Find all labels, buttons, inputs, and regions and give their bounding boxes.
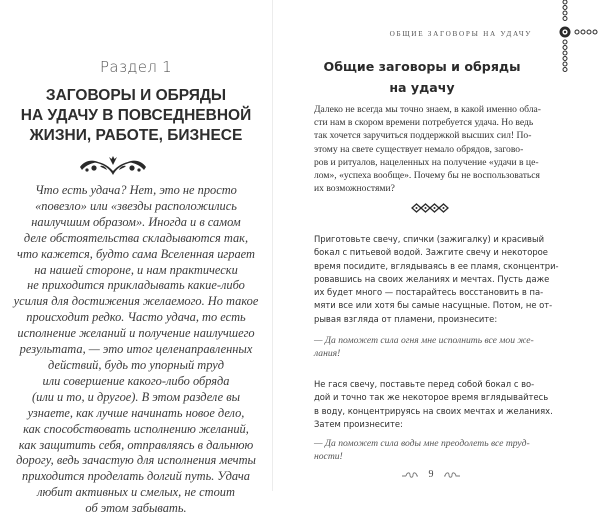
paragraph-line: рывая взгляда от пламени, произнесите: [314,313,498,324]
chapter-intro-line: лом», «успеха вообще». Почему бы не воспользоваться [314,170,540,182]
page-number: 9 [428,469,434,480]
intro-line: об этом забывать. [85,501,187,516]
section-intro [0,183,272,517]
chapter-intro-line: Далеко не всегда мы точно знаем, в какой именно обла- [314,104,541,115]
chapter-intro-line: их возможностями? [314,183,395,195]
incantation-quote-2 [314,437,550,463]
chapter-intro-line: этому на свете существует немало обрядов, загово- [314,143,524,155]
paragraph-line: Не гася свечу, поставьте перед собой бокал с во- [314,379,535,389]
folio-flourish-right-icon [443,471,461,480]
intro-line: дорогу, ведь зачастую для исполнения мечты [16,453,256,468]
intro-line: деле обстоятельства складываются так, [23,230,249,245]
chapter-intro [314,103,550,195]
cross-chain-ornament-icon [555,0,600,86]
intro-line: на нашей стороне, и нам практически [34,262,238,277]
section-title-line: ЗАГОВОРЫ И ОБРЯДЫ [45,87,227,104]
paragraph-line: время посидите, вглядываясь в ее пламя, сконцентри- [314,260,559,271]
section-title [0,86,272,146]
intro-line: как защитить себя, отправляясь в дальнюю [18,437,254,452]
quote-line: лания! [314,348,341,360]
section-title-line: ЖИЗНИ, РАБОТЕ, БИЗНЕСЕ [29,127,243,144]
running-head: ОБЩИЕ ЗАГОВОРЫ НА УДАЧУ [389,30,532,38]
intro-line: (или и то, и другое). В этом разделе вы [32,389,240,404]
intro-line: не приходится прикладывать какие-либо [27,278,245,293]
chapter-title [300,56,544,98]
intro-line: происходит редко. Часто удача, то есть [26,310,246,325]
quote-line: — Да поможет сила огня мне исполнить все мои же- [314,335,534,346]
paragraph-line: их будет много — постарайтесь восстановить в па- [314,287,544,298]
intro-line: наилучшим образом». Иногда и в самом [31,214,241,229]
intro-line: результата, — это итог целенаправленных [19,342,253,357]
intro-line: любит активных и смелых, не стоит [37,485,235,500]
intro-line: Что есть удача? Нет, это не просто [35,183,237,197]
paragraph-line: в воду, концентрируясь на своих мечтах и желаниях. [314,405,553,416]
paragraph-line: мяти все или хотя бы самые насущные. Потом, не от- [314,300,553,311]
chapter-intro-line: так хочется заручиться поддержкой высших сил! По- [314,130,532,142]
section-title-line: НА УДАЧУ В ПОВСЕДНЕВНОЙ [20,107,252,124]
folio [395,469,467,483]
chapter-intro-line: сти нам в скором времени потребуется удача. Но ведь [314,117,534,129]
instruction-paragraph-2 [314,378,553,431]
paragraph-line: ровавшись на своих желаниях и мечтах. Пусть даже [314,273,550,284]
paragraph-line: Приготовьте свечу, спички (зажигалку) и красивый [314,234,545,244]
intro-line: приходится проделать долгий путь. Удача [22,469,250,484]
quote-line: — Да поможет сила воды мне преодолеть все труд- [314,438,530,449]
intro-line: исполнение желаний и получение наилучшего [17,326,255,341]
intro-line: что кажется, будто сама Вселенная играет [17,246,255,261]
instruction-paragraph-1 [314,233,559,326]
diamond-chain-divider-icon [411,203,451,213]
chapter-intro-line: ров и ритуалов, нацеленных на получение «удачи в це- [314,156,539,168]
paragraph-line: Затем произнесите: [314,418,403,429]
chapter-title-line: Общие заговоры и обряды [323,59,521,74]
intro-line: как способствовать исполнению желаний, [23,421,249,436]
intro-line: действий, будь то упорный труд [48,357,224,372]
intro-line: «повезло» или «звезды расположились [35,198,237,213]
intro-line: или совершение какого-либо обряда [42,373,230,388]
incantation-quote-1 [314,334,550,360]
intro-line: узнаете, как лучше начинать новое дело, [27,405,245,420]
paragraph-line: дой и точно так же некоторое время вглядывайтесь [314,392,549,403]
floral-leaf-ornament-icon [76,153,150,177]
paragraph-line: бокал с питьевой водой. Зажгите свечу и некоторое [314,247,548,258]
quote-line: ности! [314,451,343,463]
section-label: Раздел 1 [99,58,173,76]
chapter-title-line: на удачу [389,80,455,95]
intro-line: усилия для достижения желаемого. Но такое [13,294,259,309]
